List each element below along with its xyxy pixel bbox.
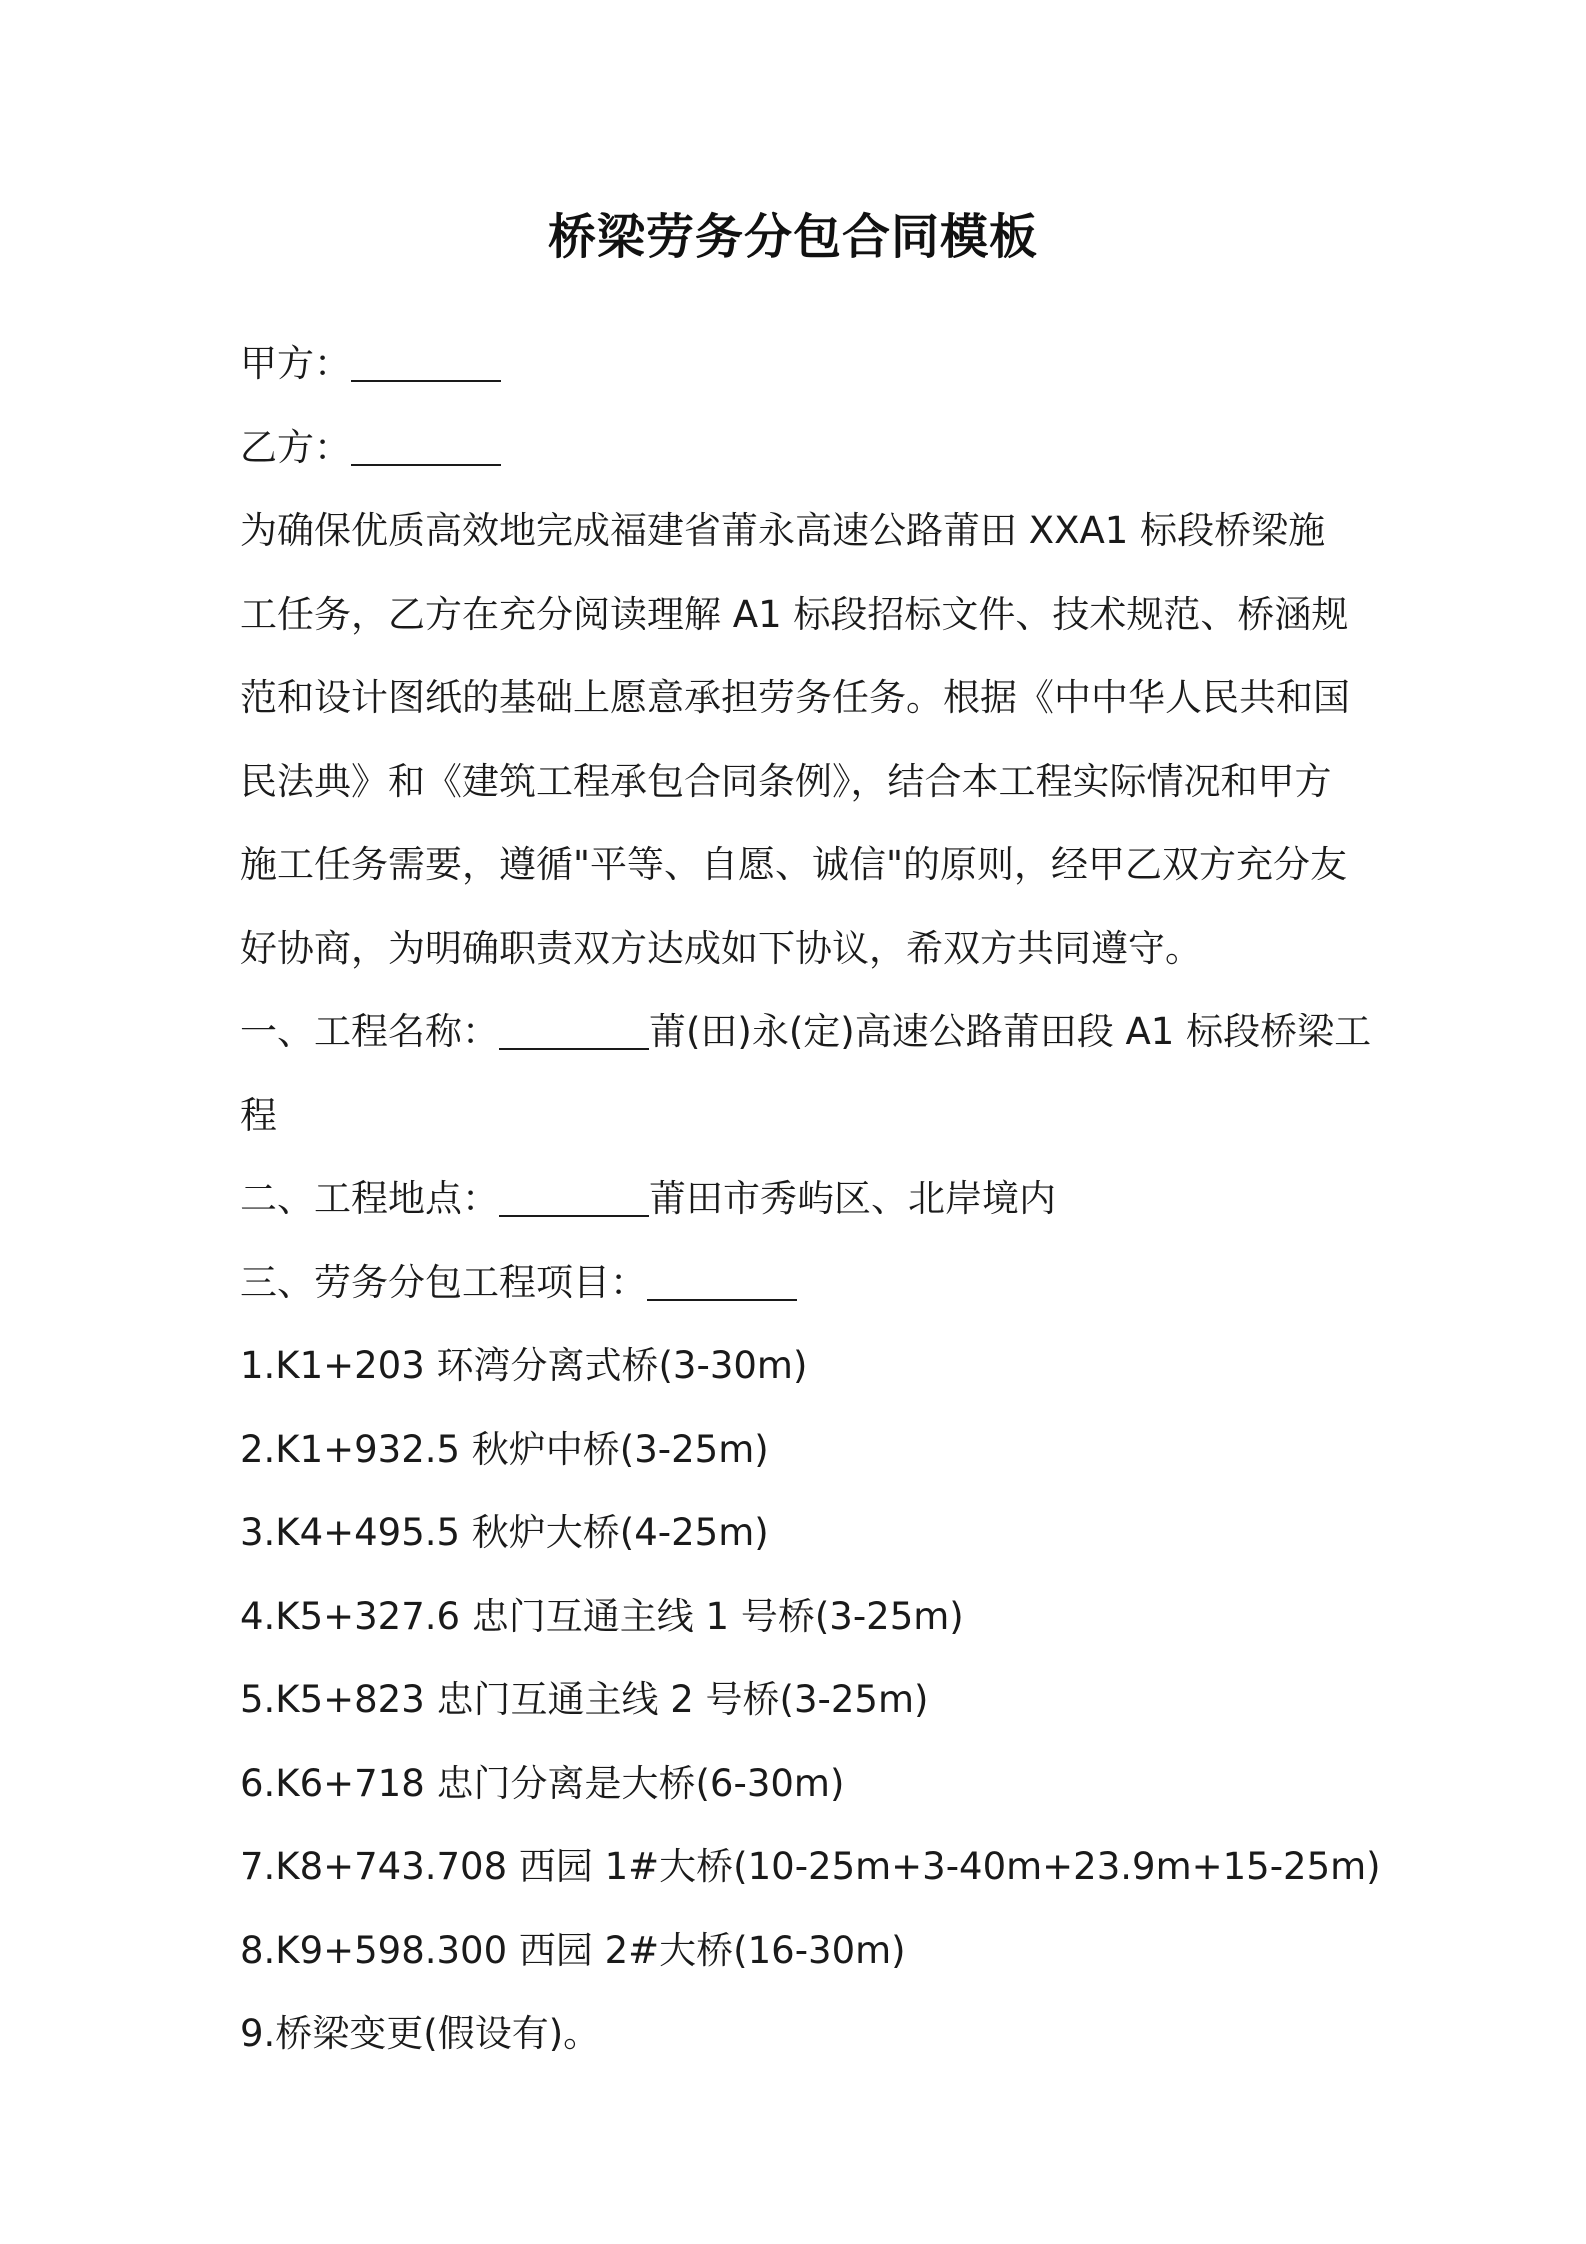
intro-line: 施工任务需要，遵循"平等、自愿、诚信"的原则，经甲乙双方充分友 <box>240 843 1348 886</box>
project-item: 8.K9+598.300 西园 2#大桥(16-30m) <box>240 1928 906 1972</box>
project-item: 7.K8+743.708 西园 1#大桥(10-25m+3-40m+23.9m+15-25m) <box>240 1845 1381 1888</box>
document-body <box>240 322 1381 2076</box>
intro-line: 工任务，乙方在充分阅读理解 A1 标段招标文件、技术规范、桥涵规 <box>240 592 1349 636</box>
intro-line: 为确保优质高效地完成福建省莆永高速公路莆田 XXA1 标段桥梁施 <box>240 509 1326 552</box>
project-item: 9.桥梁变更(假设有)。 <box>240 2012 601 2055</box>
section-project-location <box>240 1157 1356 1241</box>
project-item: 6.K6+718 忠门分离是大桥(6-30m) <box>240 1761 845 1805</box>
party-a-line <box>240 322 1356 406</box>
party-b-blank <box>351 434 501 466</box>
party-b-line <box>240 406 1356 490</box>
project-item: 4.K5+327.6 忠门互通主线 1 号桥(3-25m) <box>240 1594 964 1638</box>
section3-label: 三、劳务分包工程项目： <box>240 1260 647 1304</box>
intro-line: 好协商，为明确职责双方达成如下协议，希双方共同遵守。 <box>240 926 1202 970</box>
section1-blank <box>499 1018 649 1050</box>
section-project-name-cont: 程 <box>240 1093 277 1137</box>
section1-label: 一、工程名称： <box>240 1010 499 1053</box>
project-item: 1.K1+203 环湾分离式桥(3-30m) <box>240 1344 808 1387</box>
section2-blank <box>499 1185 649 1217</box>
intro-line: 范和设计图纸的基础上愿意承担劳务任务。根据《中中华人民共和国 <box>240 676 1350 719</box>
document-title: 桥梁劳务分包合同模板 <box>547 209 1038 265</box>
party-b-label: 乙方： <box>240 425 351 469</box>
party-a-label: 甲方： <box>240 342 351 385</box>
section-project-name <box>240 990 1372 1074</box>
section2-value: 莆田市秀屿区、北岸境内 <box>649 1177 1056 1220</box>
section3-blank <box>647 1269 797 1301</box>
section1-value: 莆(田)永(定)高速公路莆田段 A1 标段桥梁工 <box>649 1010 1372 1053</box>
section2-label: 二、工程地点： <box>240 1177 499 1220</box>
party-a-blank <box>351 350 501 382</box>
project-item: 2.K1+932.5 秋炉中桥(3-25m) <box>240 1427 769 1471</box>
project-item: 3.K4+495.5 秋炉大桥(4-25m) <box>240 1511 769 1554</box>
intro-line: 民法典》和《建筑工程承包合同条例》，结合本工程实际情况和甲方 <box>240 759 1332 803</box>
section-subcontract-items <box>240 1241 1356 1325</box>
project-item: 5.K5+823 忠门互通主线 2 号桥(3-25m) <box>240 1678 929 1721</box>
